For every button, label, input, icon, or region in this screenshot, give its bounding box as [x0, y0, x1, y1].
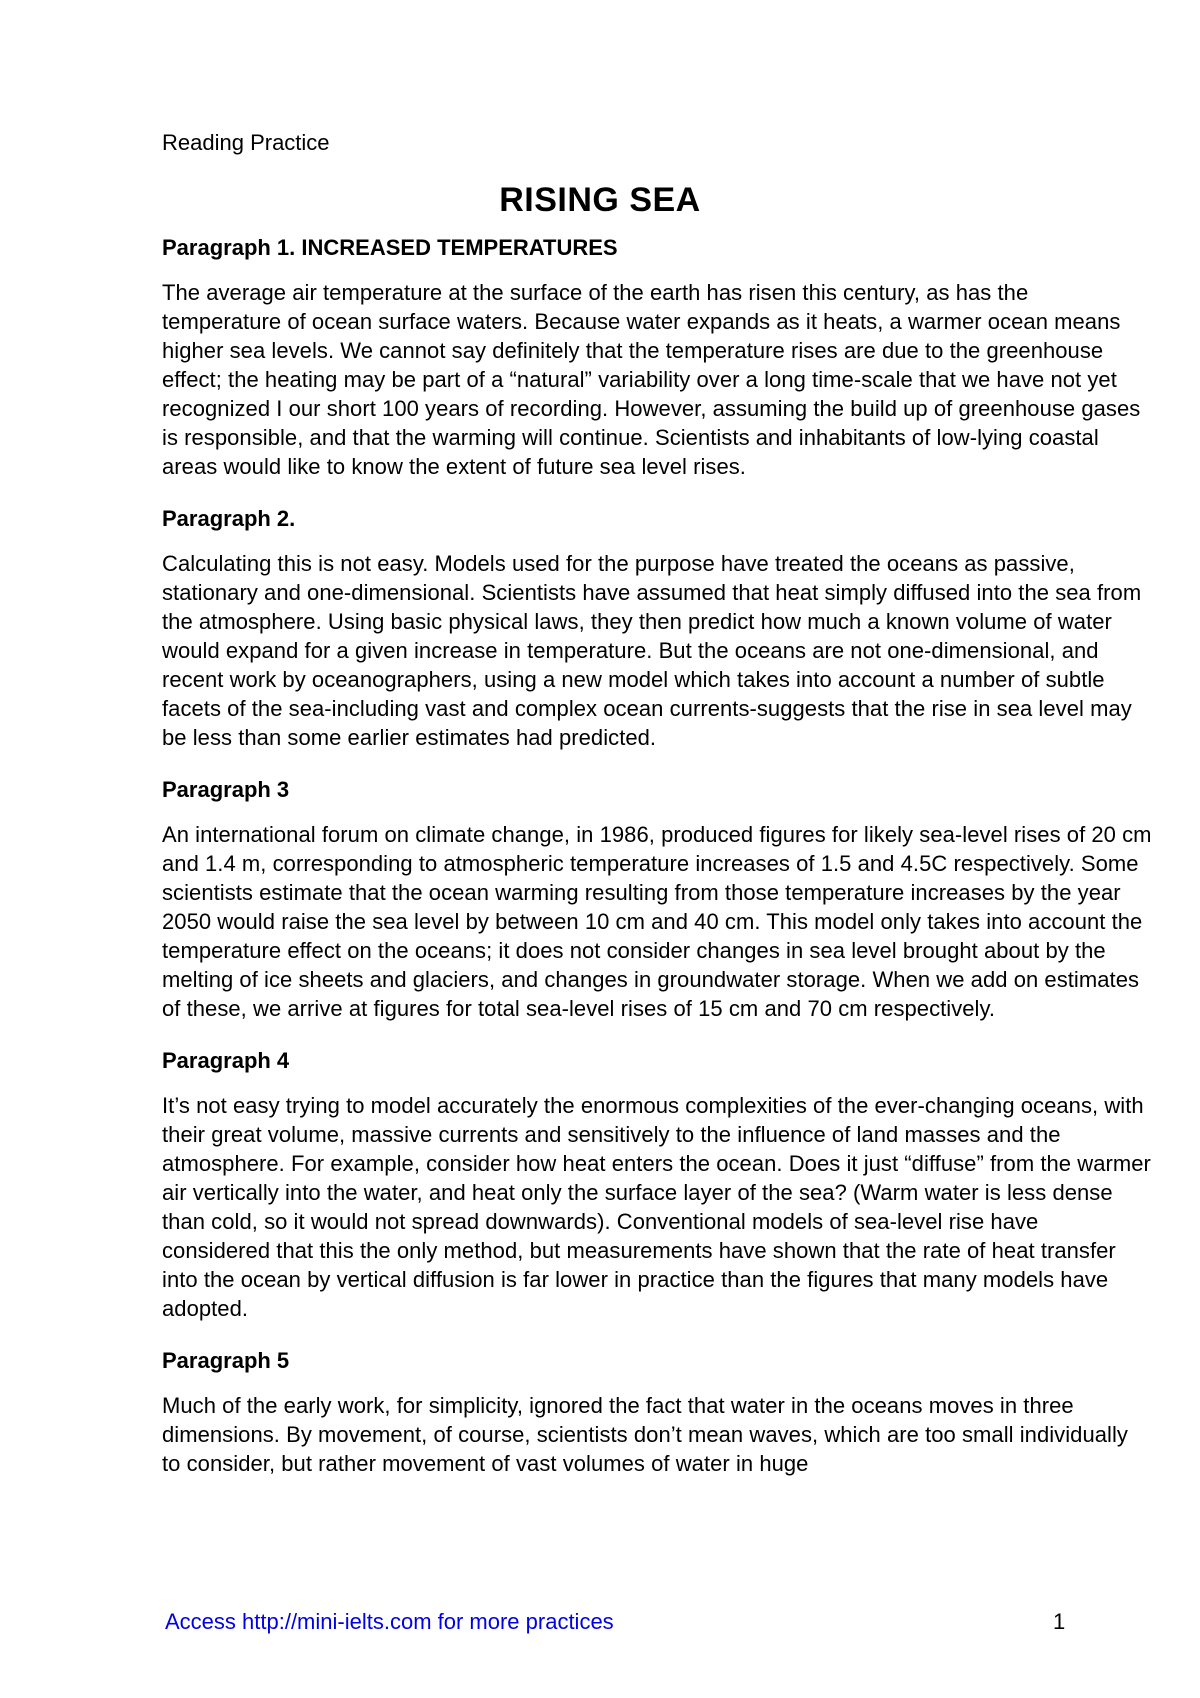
paragraph-text: An international forum on climate change, in 1986, produced figures for likely sea-level rises of 20 cm and 1.4 m, corresponding to atmospheric temperature increases of 1.5 and 4.5C respectively. Some scientists estimate that the ocean warming resulting from those temperature increases by the year 2050 would raise the sea level by between 10 cm and 40 cm. This model only takes into account the temperature effect on the oceans; it does not consider changes in sea level brought about by the melting of ice sheets and glaciers, and changes in groundwater storage. When we add on estimates of these, we arrive at figures for total sea-level rises of 15 cm and 70 cm respectively.: [162, 822, 1152, 1021]
paragraph-heading: Paragraph 4: [162, 1048, 290, 1073]
paragraph-section: [162, 232, 1152, 481]
footer-practice-link[interactable]: Access http://mini-ielts.com for more practices: [165, 1609, 614, 1634]
page-header: Reading Practice: [162, 130, 330, 155]
article-body: [162, 232, 1152, 1500]
paragraph-heading: Paragraph 1. INCREASED TEMPERATURES: [162, 235, 618, 260]
paragraph-section: [162, 1045, 1152, 1323]
paragraph-section: [162, 1345, 1152, 1478]
paragraph-section: [162, 503, 1152, 752]
page-number: 1: [1053, 1609, 1066, 1634]
paragraph-section: [162, 774, 1152, 1023]
paragraph-heading: Paragraph 5: [162, 1348, 290, 1373]
page-title: RISING SEA: [499, 181, 701, 219]
paragraph-heading: Paragraph 3: [162, 777, 290, 802]
paragraph-heading: Paragraph 2.: [162, 506, 296, 531]
paragraph-text: Calculating this is not easy. Models used for the purpose have treated the oceans as passive, stationary and one-dimensional. Scientists have assumed that heat simply diffused into the sea from the atmosphere. Using basic physical laws, they then predict how much a known volume of water would expand for a given increase in temperature. But the oceans are not one-dimensional, and recent work by oceanographers, using a new model which takes into account a number of subtle facets of the sea-including vast and complex ocean currents-suggests that the rise in sea level may be less than some earlier estimates had predicted.: [162, 551, 1142, 750]
paragraph-text: It’s not easy trying to model accurately the enormous complexities of the ever-changing oceans, with their great volume, massive currents and sensitively to the influence of land masses and the atmosphere. For example, consider how heat enters the ocean. Does it just “diffuse” from the warmer air vertically into the water, and heat only the surface layer of the sea? (Warm water is less dense than cold, so it would not spread downwards). Conventional models of sea-level rise have considered that this the only method, but measurements have shown that the rate of heat transfer into the ocean by vertical diffusion is far lower in practice than the figures that many models have adopted.: [162, 1093, 1151, 1321]
paragraph-text: The average air temperature at the surface of the earth has risen this century, as has the temperature of ocean surface waters. Because water expands as it heats, a warmer ocean means higher sea levels. We cannot say definitely that the temperature rises are due to the greenhouse effect; the heating may be part of a “natural” variability over a long time-scale that we have not yet recognized I our short 100 years of recording. However, assuming the build up of greenhouse gases is responsible, and that the warming will continue. Scientists and inhabitants of low-lying coastal areas would like to know the extent of future sea level rises.: [162, 280, 1141, 479]
paragraph-text: Much of the early work, for simplicity, ignored the fact that water in the oceans moves in three dimensions. By movement, of course, scientists don’t mean waves, which are too small individually to consider, but rather movement of vast volumes of water in huge: [162, 1393, 1128, 1476]
